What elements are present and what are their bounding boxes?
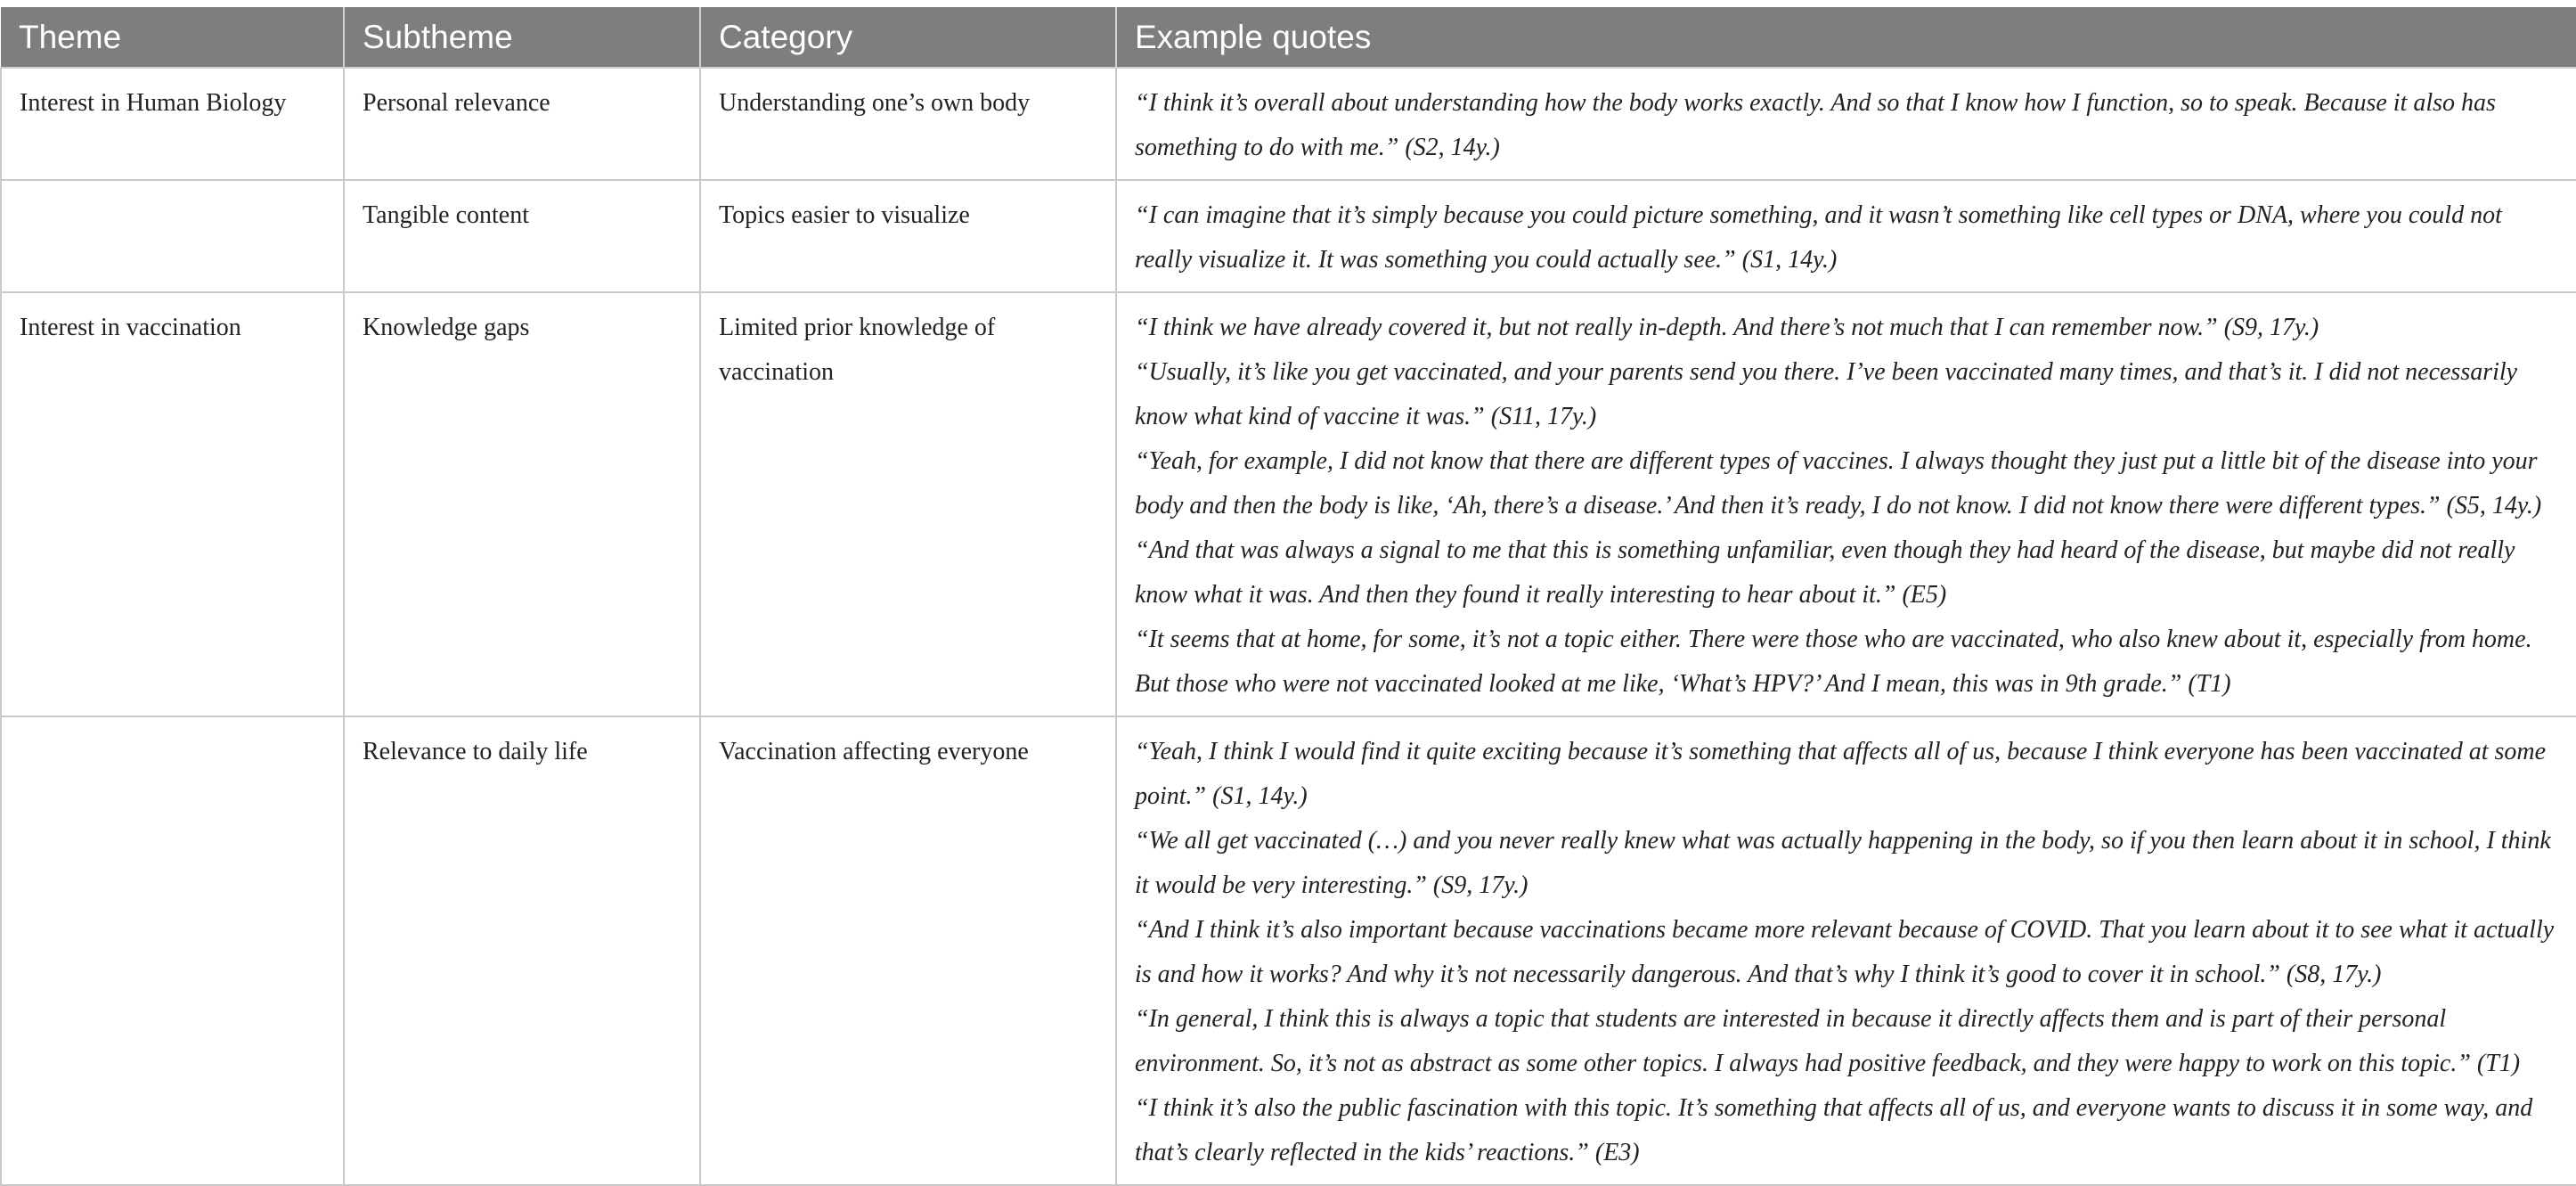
- category-cell: Topics easier to visualize: [700, 180, 1116, 292]
- category-cell: Vaccination affecting everyone: [700, 716, 1116, 1185]
- quote: “We all get vaccinated (…) and you never really knew what was actually happening in the body, so if you then learn about it in school, I think it would be very interesting.” (S9, 17y.): [1135, 827, 2551, 899]
- quotes-cell: [1116, 292, 2576, 716]
- table-row: [1, 180, 2576, 292]
- quote: “I think we have already covered it, but not really in-depth. And there’s not much that I can remember now.” (S9, 17y.): [1135, 314, 2319, 341]
- quote: “And I think it’s also important because vaccinations became more relevant because of COVID. That you learn about it to see what it actually is and how it works? And why it’s not necessarily dangerous. And that’s why I think it’s good to cover it in school.” (S8, 17y.): [1135, 916, 2555, 988]
- subtheme-cell: Relevance to daily life: [344, 716, 700, 1185]
- table-body: [1, 68, 2576, 1185]
- theme-cell: Interest in vaccination: [1, 292, 344, 716]
- table-row: [1, 716, 2576, 1185]
- theme-cell: [1, 716, 344, 1185]
- subtheme-cell: Tangible content: [344, 180, 700, 292]
- header-row: [1, 7, 2576, 68]
- quote: “Usually, it’s like you get vaccinated, and your parents send you there. I’ve been vaccinated many times, and that’s it. I did not necessarily know what kind of vaccine it was.” (S11, 17y.): [1135, 358, 2518, 430]
- table-header: [1, 7, 2576, 68]
- header-subtheme: Subtheme: [344, 7, 700, 68]
- quote: “I think it’s also the public fascination with this topic. It’s something that affects all of us, and everyone wants to discuss it in some way, and that’s clearly reflected in the kids’ reactions.” (E3): [1135, 1094, 2533, 1166]
- header-category: Category: [700, 7, 1116, 68]
- theme-cell: [1, 180, 344, 292]
- theme-cell: Interest in Human Biology: [1, 68, 344, 180]
- quote: “I think it’s overall about understanding how the body works exactly. And so that I know how I function, so to speak. Because it also has something to do with me.” (S2, 14y.): [1135, 89, 2496, 161]
- quote: “Yeah, I think I would find it quite exciting because it’s something that affects all of us, because I think everyone has been vaccinated at some point.” (S1, 14y.): [1135, 738, 2547, 810]
- subtheme-cell: Knowledge gaps: [344, 292, 700, 716]
- quote: “In general, I think this is always a topic that students are interested in because it directly affects them and is part of their personal environment. So, it’s not as abstract as some other topics. I always had positive feedback, and they were happy to work on this topic.” (T1): [1135, 1005, 2521, 1077]
- quotes-cell: [1116, 180, 2576, 292]
- category-cell: Limited prior knowledge of vaccination: [700, 292, 1116, 716]
- category-cell: Understanding one’s own body: [700, 68, 1116, 180]
- table-row: [1, 68, 2576, 180]
- quote: “And that was always a signal to me that this is something unfamiliar, even though they had heard of the disease, but maybe did not really know what it was. And then they found it really interesting to hear about it.” (E5): [1135, 536, 2515, 609]
- quotes-cell: [1116, 716, 2576, 1185]
- quotes-cell: [1116, 68, 2576, 180]
- quote: “I can imagine that it’s simply because you could picture something, and it wasn’t something like cell types or DNA, where you could not really visualize it. It was something you could actually see.” (S1, 14y.): [1135, 201, 2502, 274]
- table-row: [1, 292, 2576, 716]
- subtheme-cell: Personal relevance: [344, 68, 700, 180]
- quote: “Yeah, for example, I did not know that there are different types of vaccines. I always thought they just put a little bit of the disease into your body and then the body is like, ‘Ah, there’s a disease.’ And then it’s ready, I do not know. I did not know there were different types.” (S5, 14y.): [1135, 447, 2542, 519]
- themes-table: [0, 7, 2576, 1186]
- header-theme: Theme: [1, 7, 344, 68]
- header-example-quotes: Example quotes: [1116, 7, 2576, 68]
- quote: “It seems that at home, for some, it’s not a topic either. There were those who are vaccinated, who also knew about it, especially from home. But those who were not vaccinated looked at me like, ‘What’s HPV?’ And I mean, this was in 9th grade.” (T1): [1135, 626, 2532, 698]
